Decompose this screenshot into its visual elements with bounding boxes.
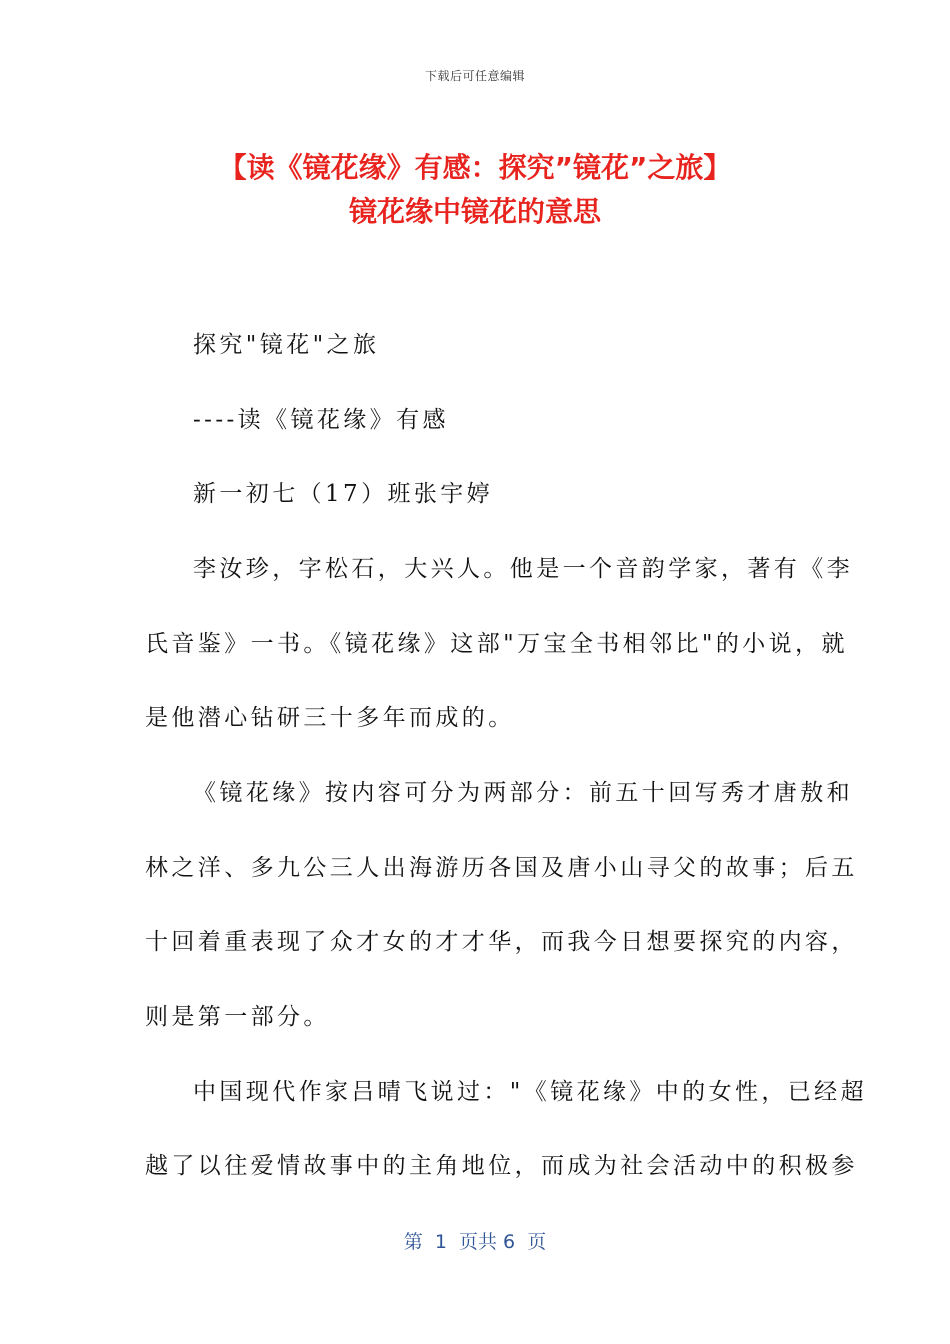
essay-subtitle-line: ----读《镜花缘》有感 — [193, 407, 449, 433]
header-note: 下载后可任意编辑 — [424, 69, 525, 83]
paragraph-line: 十回着重表现了众才女的才才华，而我今日想要探究的内容， — [145, 929, 858, 955]
paragraph-line: 李汝珍，字松石，大兴人。他是一个音韵学家，著有《李 — [193, 556, 853, 582]
paragraph-line: 林之洋、多九公三人出海游历各国及唐小山寻父的故事；后五 — [145, 855, 858, 881]
paragraph-line: 则是第一部分。 — [145, 1004, 330, 1030]
title-line-2: 镜花缘中镜花的意思 — [348, 195, 601, 228]
page-number-footer: 第 1 页共 6 页 — [403, 1231, 547, 1253]
paragraph-line: 氏音鉴》一书。《镜花缘》这部"万宝全书相邻比"的小说，就 — [145, 631, 848, 657]
document-title — [0, 146, 950, 234]
paragraph-line: 越了以往爱情故事中的主角地位，而成为社会活动中的积极参 — [145, 1153, 858, 1179]
essay-title-line: 探究"镜花"之旅 — [193, 332, 380, 358]
paragraph-line: 中国现代作家吕晴飞说过："《镜花缘》中的女性，已经超 — [193, 1079, 867, 1105]
title-line-1: 【读《镜花缘》有感：探究”镜花”之旅】 — [218, 151, 732, 184]
author-line: 新一初七（17）班张宇婷 — [193, 481, 494, 507]
paragraph-line: 《镜花缘》按内容可分为两部分：前五十回写秀才唐敖和 — [193, 780, 853, 806]
paragraph-line: 是他潜心钻研三十多年而成的。 — [145, 705, 515, 731]
